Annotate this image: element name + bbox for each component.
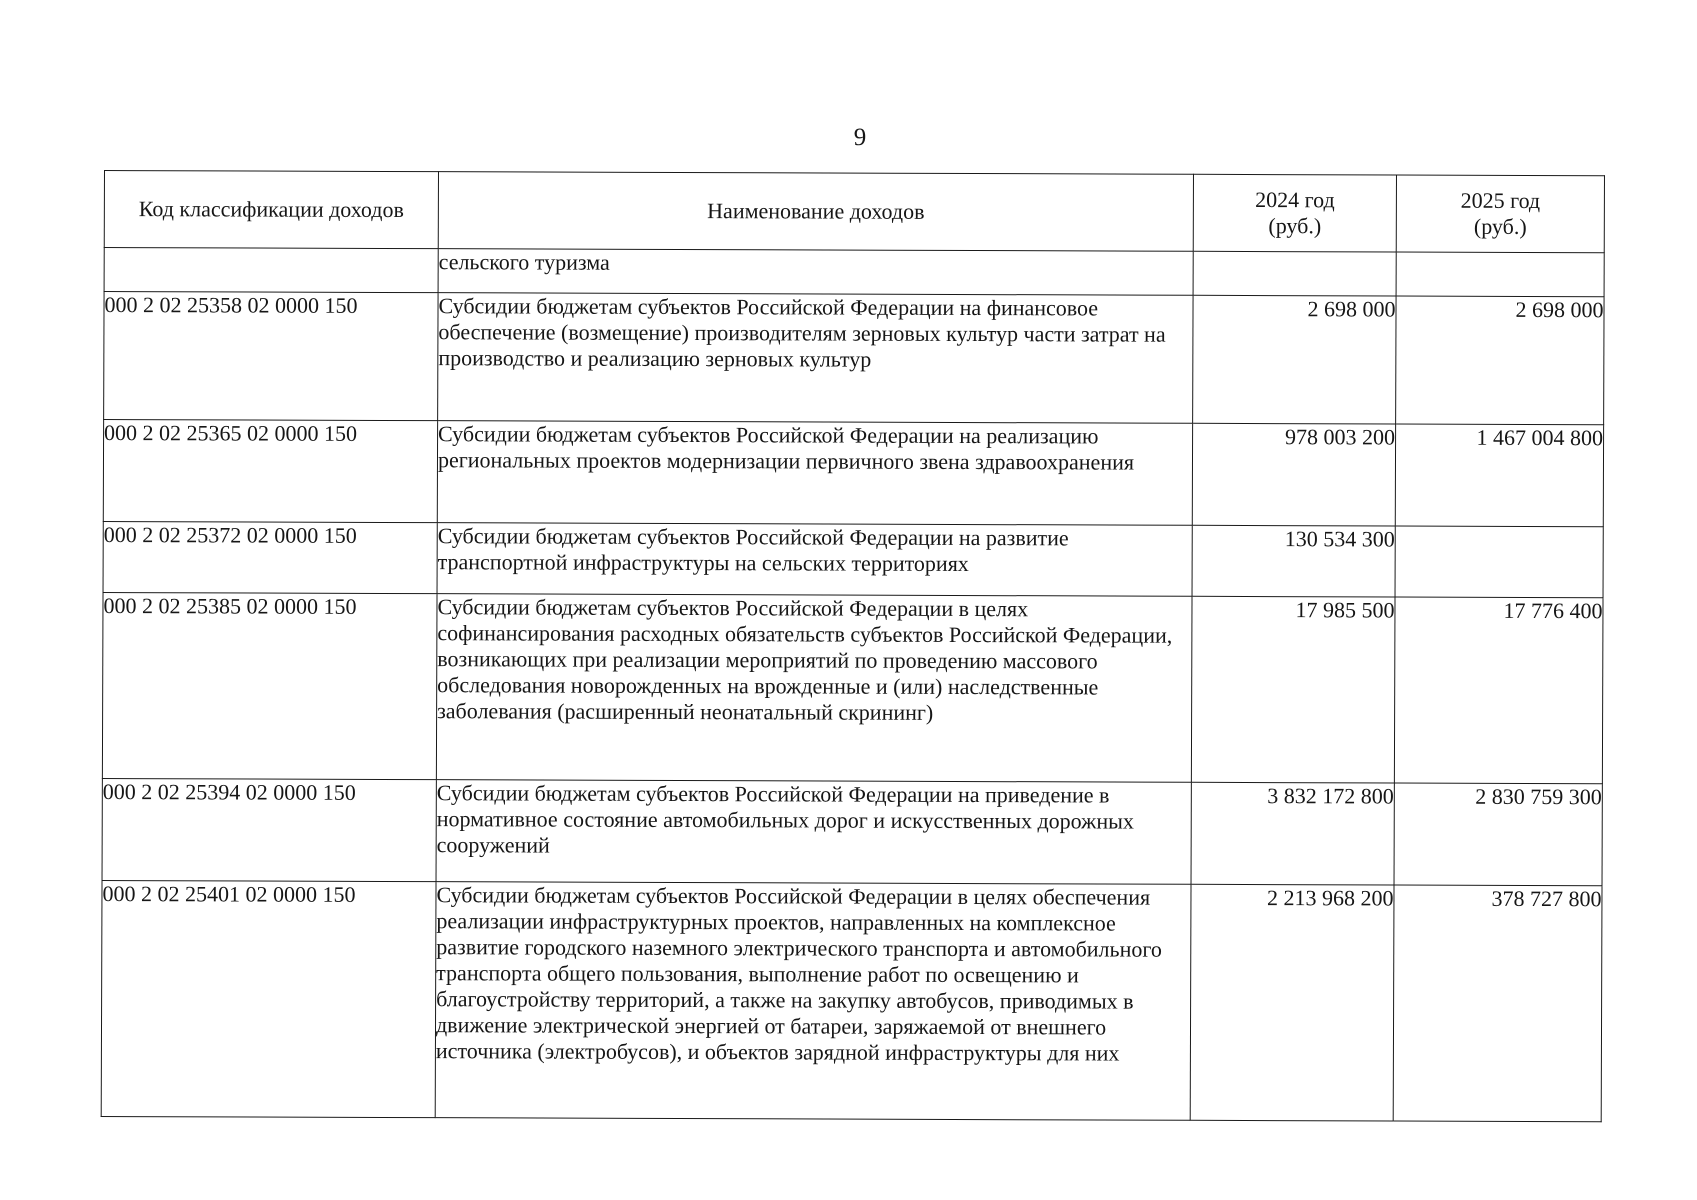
row-code: 000 2 02 25358 02 0000 150 xyxy=(104,292,438,421)
income-table xyxy=(101,170,1605,1122)
row-value-2025 xyxy=(1396,252,1604,297)
row-name: Субсидии бюджетам субъектов Российской Федерации на реализацию региональных проектов модернизации первичного звена здравоохранения xyxy=(437,421,1192,526)
row-value-2025: 17 776 400 xyxy=(1394,597,1603,784)
row-name: Субсидии бюджетам субъектов Российской Федерации в целях софинансирования расходных обязательств субъектов Российской Федерации, возникающих при реализации мероприятий по проведению массового обследования новорожденных на врожденные и (или) наследственные заболевания (расширенный неонатальный скрининг) xyxy=(436,594,1192,783)
row-code: 000 2 02 25394 02 0000 150 xyxy=(102,778,436,881)
header-name: Наименование доходов xyxy=(438,172,1193,252)
row-value-2025: 2 830 759 300 xyxy=(1394,783,1602,886)
row-value-2024: 130 534 300 xyxy=(1192,525,1395,597)
table-row xyxy=(102,592,1603,783)
row-value-2024: 978 003 200 xyxy=(1192,423,1395,526)
table-row xyxy=(104,248,1604,297)
row-code xyxy=(104,248,438,293)
row-name: Субсидии бюджетам субъектов Российской Федерации на развитие транспортной инфраструктуры на сельских территориях xyxy=(437,523,1192,597)
header-2025: 2025 год (руб.) xyxy=(1396,175,1604,253)
header-code: Код классификации доходов xyxy=(104,171,438,249)
table-row xyxy=(102,778,1602,885)
row-code: 000 2 02 25385 02 0000 150 xyxy=(102,592,437,779)
table-header-row xyxy=(104,171,1604,253)
table-row xyxy=(103,521,1603,597)
row-code: 000 2 02 25401 02 0000 150 xyxy=(101,880,436,1117)
table-row xyxy=(101,880,1602,1121)
row-value-2024 xyxy=(1193,251,1396,296)
page-number: 9 xyxy=(853,124,867,151)
row-name: сельского туризма xyxy=(438,249,1193,296)
row-name: Субсидии бюджетам субъектов Российской Федерации в целях обеспечения реализации инфраструктурных проектов, направленных на комплексное развитие городского наземного электрического транспорта и автомобильного транспорта общего пользования, выполнение работ по освещению и благоустройству территорий, а также на закупку автобусов, приводимых в движение электрической энергией от батареи, заряжаемой от внешнего источника (электробусов), и объектов зарядной инфраструктуры для них xyxy=(435,882,1191,1121)
row-value-2025: 1 467 004 800 xyxy=(1395,424,1603,527)
row-value-2025: 378 727 800 xyxy=(1393,885,1602,1122)
table-row xyxy=(103,420,1603,527)
row-value-2025: 2 698 000 xyxy=(1396,296,1604,425)
header-2024: 2024 год (руб.) xyxy=(1193,174,1396,252)
row-value-2025 xyxy=(1395,526,1603,598)
row-value-2024: 2 698 000 xyxy=(1193,295,1396,424)
table-row xyxy=(104,292,1604,425)
row-name: Субсидии бюджетам субъектов Российской Федерации на приведение в нормативное состояние автомобильных дорог и искусственных дорожных сооружений xyxy=(436,780,1191,885)
row-value-2024: 3 832 172 800 xyxy=(1191,782,1394,885)
row-value-2024: 17 985 500 xyxy=(1191,596,1395,783)
row-name: Субсидии бюджетам субъектов Российской Федерации на финансовое обеспечение (возмещение) производителям зерновых культур части затрат на производство и реализацию зерновых культур xyxy=(438,293,1193,424)
row-code: 000 2 02 25365 02 0000 150 xyxy=(103,420,437,523)
row-value-2024: 2 213 968 200 xyxy=(1190,884,1394,1121)
row-code: 000 2 02 25372 02 0000 150 xyxy=(103,521,437,593)
